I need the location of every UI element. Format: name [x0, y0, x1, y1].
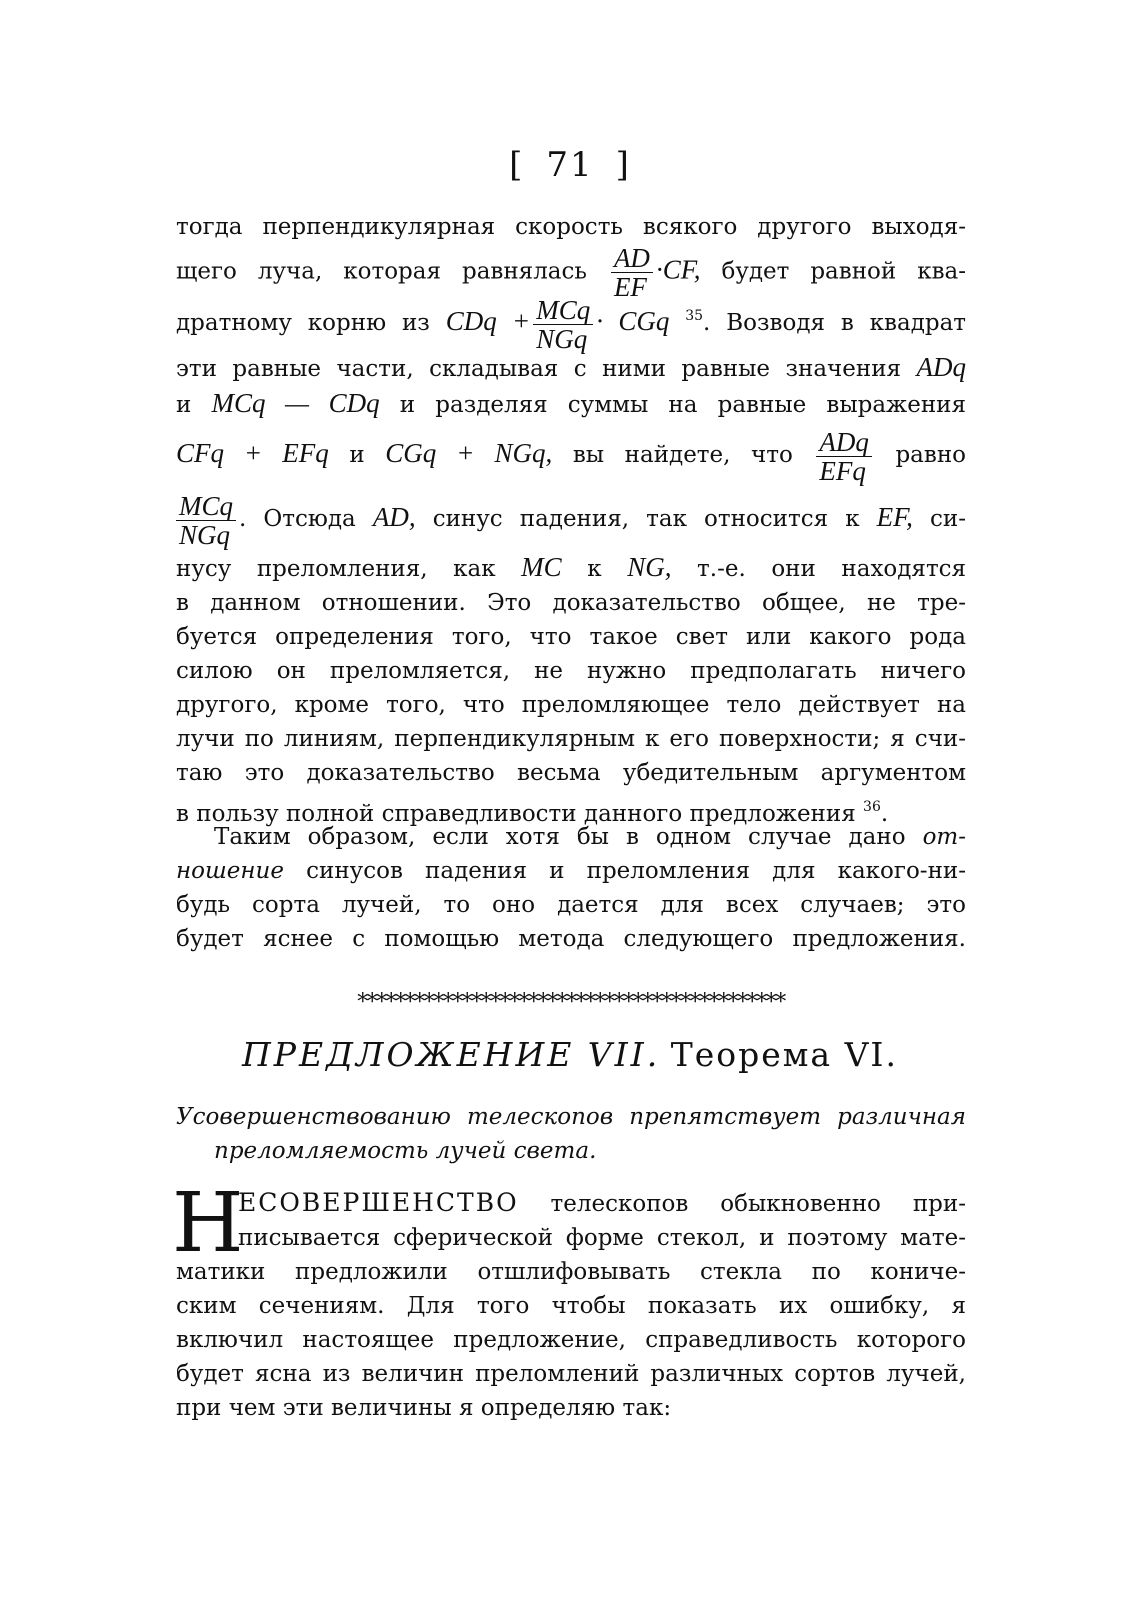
p3-line-6: будет ясна из величин преломлений различных сортов лучей, [176, 1361, 966, 1387]
p1-l7-text-c: си- [930, 506, 967, 532]
p2-line-1 [176, 820, 966, 854]
fraction-numerator: MCq [176, 492, 236, 521]
p1-l6-text-c: равно [895, 442, 967, 468]
p3-l1-text: телескопов обыкновенно при- [550, 1191, 966, 1217]
fraction-denominator: NGq [179, 519, 231, 550]
p3-line-7: при чем эти величины я определяю так: [176, 1395, 672, 1421]
p1-line-3 [176, 282, 967, 354]
p1-line-8 [176, 550, 966, 586]
p1-l2-math: ·CF, [655, 254, 701, 285]
p1-l3-text-c: . Возводя в квадрат [703, 310, 967, 336]
p3-line-2: писывается сферической форме стекол, и поэтому мате- [238, 1225, 966, 1251]
p1-l7-text-a: . Отсюда [239, 506, 356, 532]
p2-l2-italic: ношение [176, 858, 284, 884]
proposition-title [0, 1035, 1140, 1074]
theorem-label: Теорема VI. [670, 1035, 898, 1074]
p1-l4-math: ADq [916, 352, 966, 382]
p1-line-13: лучи по линиям, перпендикулярным к его поверхности; я счи- [176, 726, 966, 752]
fraction-adq-efq [816, 428, 872, 485]
p1-l2-text-c: будет равной ква- [721, 258, 967, 285]
separator-stars: ********************************************* [357, 990, 785, 1015]
p2-l1-text: Таким образом, если хотя бы в одном случае дано [214, 824, 906, 850]
page-number-value: 71 [546, 145, 594, 185]
p2-l1-italic: от- [922, 824, 966, 850]
fraction-mcq-ngq-2 [176, 492, 236, 549]
p1-line-14: таю это доказательство весьма убедительным аргументом [176, 760, 966, 786]
fraction-denominator: EF [613, 272, 647, 302]
p1-l6-text-a: и [349, 442, 365, 468]
p1-l2-text-a: щего луча, которая равнялась [176, 258, 587, 285]
statement-line-2: преломляемость лучей света. [214, 1138, 597, 1164]
p1-l6-math-2: CGq + NGq, [385, 438, 553, 468]
p1-line-1: тогда перпендикулярная скорость всякого другого выходя- [176, 214, 966, 240]
p1-l15-text: в пользу полной справедливости данного предложения [176, 801, 856, 827]
p2-line-2 [176, 854, 966, 888]
p1-l7-text-b: синус падения, так относится к [432, 506, 860, 532]
p2-line-4: будет яснее с помощью метода следующего предложения. [176, 926, 966, 952]
p1-l3-math-2: · CGq [596, 306, 670, 336]
p1-l4-text: эти равные части, складывая с ними равные значения [176, 356, 902, 382]
p1-l8-text-b: к [587, 556, 602, 582]
footnote-ref-36: 36 [863, 799, 881, 815]
proposition-title-italic: ПРЕДЛОЖЕНИЕ VII. [242, 1035, 661, 1074]
paragraph-1 [176, 210, 966, 831]
p1-l3-text-a: дратному корню из [176, 310, 430, 336]
p1-l7-math-1: AD, [372, 502, 416, 532]
p1-l6-math-1: CFq + EFq [176, 438, 329, 468]
fraction-denominator: NGq [536, 323, 588, 354]
fraction-denominator: EFq [819, 455, 866, 486]
fraction-mcq-ngq [533, 296, 593, 353]
p3-line-5: включил настоящее предложение, справедливость которого [176, 1327, 966, 1353]
fraction-numerator: MCq [533, 296, 593, 325]
p1-line-6 [176, 422, 966, 484]
p1-l7-math-2: EF, [876, 502, 913, 532]
fraction-numerator: ADq [816, 428, 872, 457]
paragraph-2 [176, 820, 966, 956]
p2-line-3: будь сорта лучей, то оно дается для всех случаев; это [176, 892, 966, 918]
p1-line-2 [176, 243, 967, 302]
page-number [0, 145, 1140, 185]
p3-line-4: ским сечениям. Для того чтобы показать их ошибку, я [176, 1293, 966, 1319]
p3-l1-caps: ЕСОВЕРШЕНСТВО [238, 1188, 519, 1217]
p1-l8-text-a: нусу преломления, как [176, 556, 496, 582]
p1-l8-text-c: т.-е. они находятся [697, 556, 967, 582]
p1-l5-text-a: и [176, 392, 192, 418]
paragraph-3 [176, 1186, 966, 1425]
p1-l15-end: . [880, 801, 889, 827]
p1-line-10: буется определения того, что такое свет или какого рода [176, 624, 966, 650]
fraction-numerator: AD [611, 244, 653, 273]
drop-cap: Н [172, 1176, 244, 1271]
p1-l5-math: MCq — CDq [211, 388, 380, 418]
p1-l8-math-1: MC [521, 552, 562, 582]
statement-line-1: Усовершенствованию телескопов препятствует различная [176, 1104, 966, 1130]
p3-line-1 [176, 1186, 966, 1221]
p1-line-5 [176, 386, 966, 422]
p2-l2-text: синусов падения и преломления для какого-ни- [306, 858, 967, 884]
p1-line-9: в данном отношении. Это доказательство общее, не тре- [176, 590, 966, 616]
p1-line-12: другого, кроме того, что преломляющее тело действует на [176, 692, 966, 718]
p1-line-7 [176, 484, 966, 550]
proposition-statement [176, 1100, 966, 1168]
p1-l3-math-1: CDq + [445, 306, 531, 336]
footnote-ref-35: 35 [685, 308, 704, 324]
p1-line-4 [176, 350, 966, 386]
p3-line-3: матики предложили отшлифовывать стекла по кониче- [176, 1259, 966, 1285]
bracket-right: ] [615, 145, 631, 185]
p1-l8-math-2: NG, [627, 552, 672, 582]
bracket-left: [ [509, 145, 525, 185]
p1-l6-text-b: вы найдете, что [572, 442, 793, 468]
p1-line-11: силою он преломляется, не нужно предполагать ничего [176, 658, 966, 684]
p1-l5-text-b: и разделяя суммы на равные выражения [399, 392, 966, 418]
